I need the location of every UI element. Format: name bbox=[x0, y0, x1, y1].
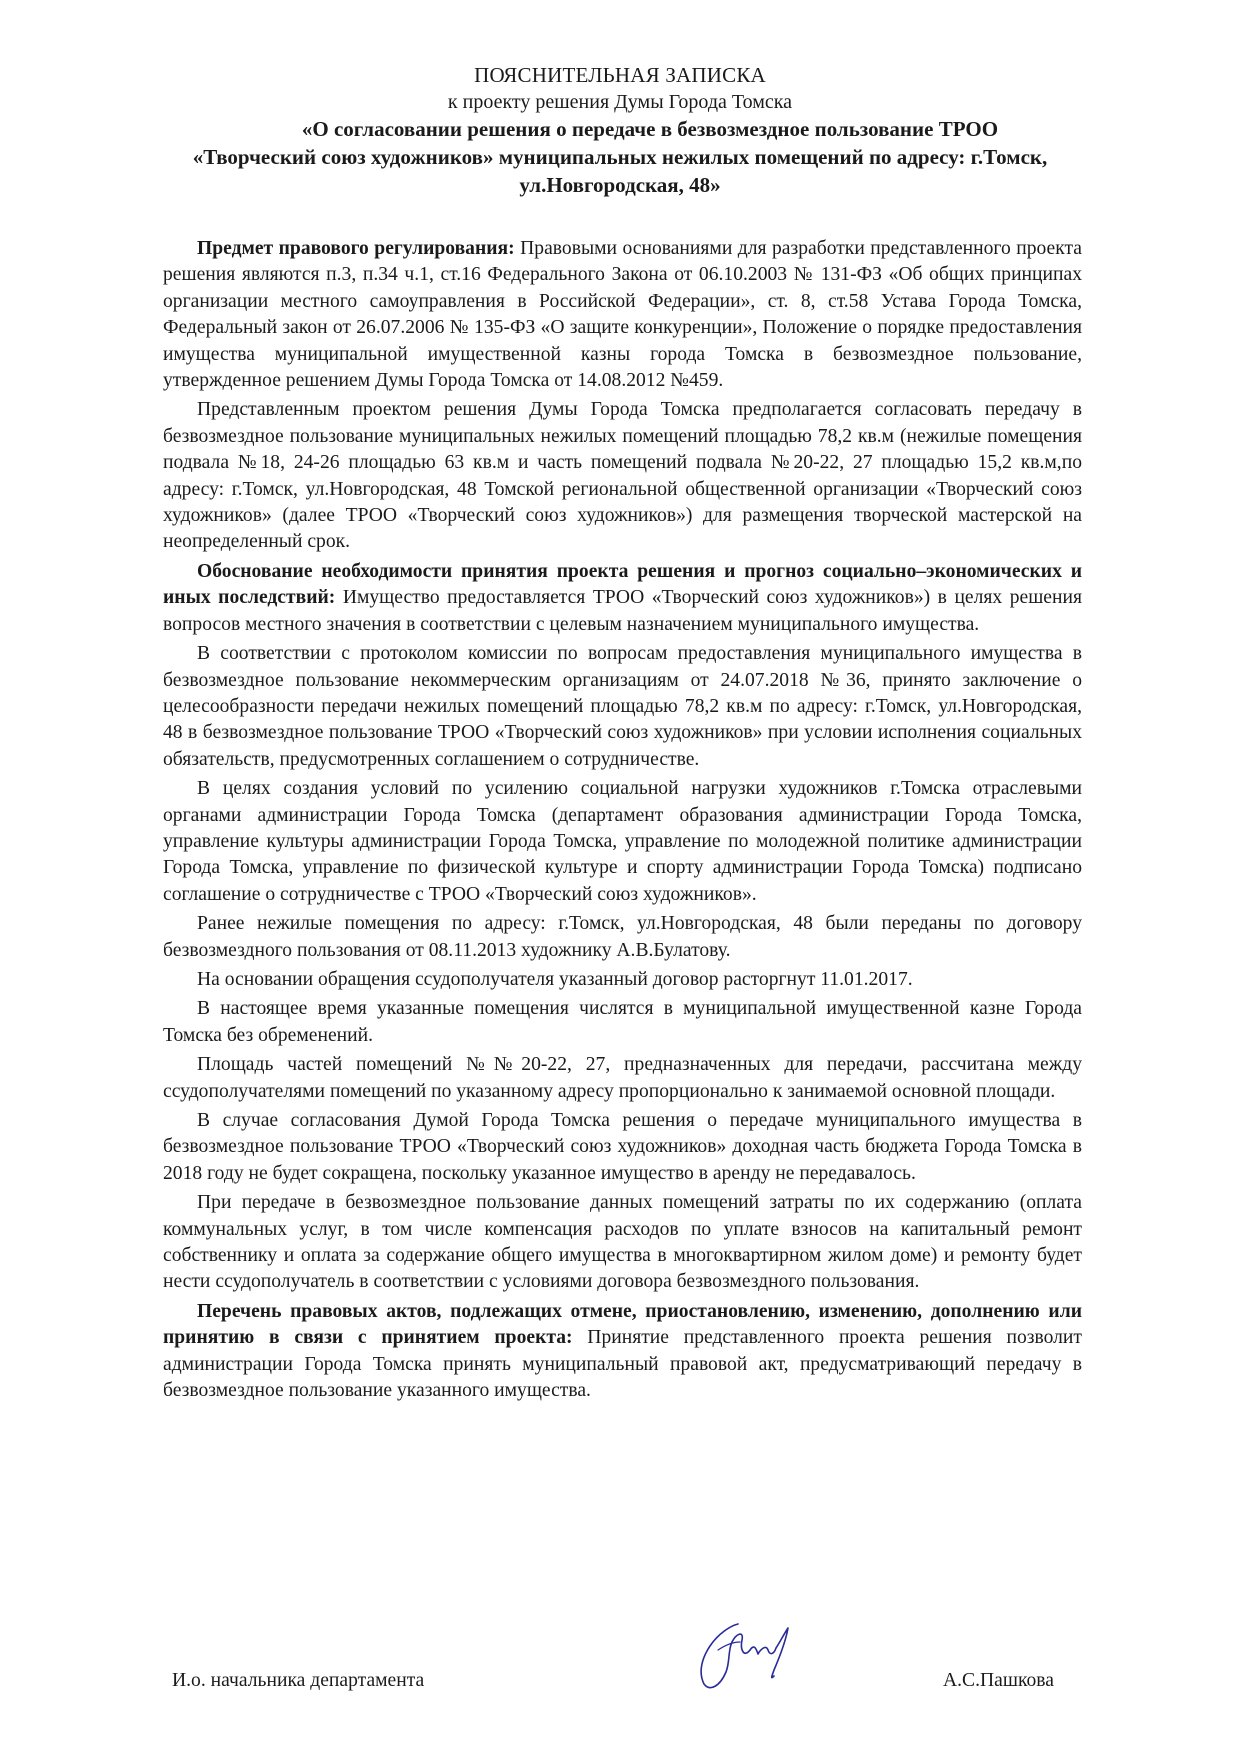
paragraph bbox=[163, 1052, 1082, 1105]
paragraph-text: В настоящее время указанные помещения числятся в муниципальной имущественной казне Города Томска без обременений. bbox=[163, 998, 1082, 1046]
paragraph-text: В целях создания условий по усилению социальной нагрузки художников г.Томска отраслевыми органами администрации Города Томска (департамент образования администрации Города Томска, управление культуры администрации Города Томска, управление по молодежной политике администрации Города Томска, управление по физической культуре и спорту администрации Города Томска) подписано соглашение о сотрудничестве с ТРОО «Творческий союз художников». bbox=[163, 778, 1082, 905]
handwritten-signature-icon bbox=[688, 1620, 818, 1692]
paragraph-text: Ранее нежилые помещения по адресу: г.Томск, ул.Новгородская, 48 были переданы по договору безвозмездного пользования от 08.11.2013 художнику А.В.Булатову. bbox=[163, 913, 1082, 961]
paragraph-text: На основании обращения ссудополучателя указанный договор расторгнут 11.01.2017. bbox=[197, 968, 913, 990]
paragraph-bold-lead: Обоснование необходимости принятия проекта решения и прогноз социально–экономических и иных последствий: bbox=[163, 560, 1082, 609]
paragraph bbox=[163, 397, 1082, 555]
paragraph bbox=[163, 776, 1082, 908]
paragraph-text: Правовыми основаниями для разработки представленного проекта решения являются п.3, п.34 ч.1, ст.16 Федерального Закона от 06.10.2003 № 131-ФЗ «Об общих принципах организации местного самоуправления в Российской Федерации», ст. 8, ст.58 Устава Города Томска, Федеральный закон от 26.07.2006 № 135-ФЗ «О защите конкуренции», Положение о порядке предоставления имущества муниципальной имущественной казны города Томска в безвозмездное пользование, утвержденное решением Думы Города Томска от 14.08.2012 №459. bbox=[163, 238, 1083, 392]
signature-block bbox=[0, 1620, 1240, 1710]
paragraph bbox=[163, 1299, 1082, 1405]
paragraph bbox=[163, 236, 1082, 394]
paragraph-text: Представленным проектом решения Думы Города Томска предполагается согласовать передачу в безвозмездное пользование муниципальных нежилых помещений площадью 78,2 кв.м (нежилые помещения подвала №18, 24-26 площадью 63 кв.м и часть помещений подвала №20-22, 27 площадью 15,2 кв.м,по адресу: г.Томск, ул.Новгородская, 48 Томской региональной общественной организации «Творческий союз художников» (далее ТРОО «Творческий союз художников») для размещения творческой мастерской на неопределенный срок. bbox=[163, 399, 1082, 553]
document-subtitle: к проекту решения Думы Города Томска bbox=[447, 91, 793, 113]
signatory-position: И.о. начальника департамента bbox=[172, 1670, 425, 1691]
paragraph-bold-lead: Перечень правовых актов, подлежащих отмене, приостановлению, изменению, дополнению или принятию в связи с принятием проекта: bbox=[163, 1300, 1082, 1349]
paragraph-text: В соответствии с протоколом комиссии по вопросам предоставления муниципального имущества в безвозмездное пользование некоммерческим организациям от 24.07.2018 №36, принято заключение о целесообразности передачи нежилых помещений площадью 78,2 кв.м по адресу: г.Томск, ул.Новгородская, 48 в безвозмездное пользование ТРОО «Творческий союз художников» при условии исполнения социальных обязательств, предусмотренных соглашением о сотрудничестве. bbox=[163, 643, 1082, 770]
paragraph-bold-lead: Предмет правового регулирования: bbox=[197, 238, 515, 259]
paragraph bbox=[163, 967, 1082, 993]
paragraph-text: Принятие представленного проекта решения позволит администрации Города Томска принять муниципальный правовой акт, предусматривающий передачу в безвозмездное пользование указанного имущества. bbox=[163, 1327, 1082, 1402]
paragraph-text: Площадь частей помещений №№20-22, 27, предназначенных для передачи, рассчитана между ссудополучателями помещений по указанному адресу пропорционально к занимаемой основной площади. bbox=[163, 1054, 1082, 1102]
title-line-3: ул.Новгородская, 48» bbox=[519, 173, 721, 197]
paragraph bbox=[163, 996, 1082, 1049]
paragraph bbox=[163, 641, 1082, 773]
document-title bbox=[150, 115, 1090, 199]
paragraph bbox=[163, 1108, 1082, 1187]
paragraph bbox=[163, 911, 1082, 964]
paragraph-text: При передаче в безвозмездное пользование данных помещений затраты по их содержанию (оплата коммунальных услуг, в том числе компенсация расходов по уплате взносов на капитальный ремонт собственнику и оплата за содержание общего имущества в многоквартирном жилом доме) и ремонту будет нести ссудополучатель в соответствии с условиями договора безвозмездного пользования. bbox=[163, 1192, 1082, 1293]
document-type-label: ПОЯСНИТЕЛЬНАЯ ЗАПИСКА bbox=[474, 63, 766, 87]
paragraph bbox=[163, 559, 1082, 638]
document-header bbox=[150, 62, 1090, 199]
document-body bbox=[163, 236, 1082, 1407]
paragraph-text: В случае согласования Думой Города Томска решения о передаче муниципального имущества в безвозмездное пользование ТРОО «Творческий союз художников» доходная часть бюджета Города Томска в 2018 году не будет сокращена, поскольку указанное имущество в аренду не передавалось. bbox=[163, 1110, 1082, 1184]
title-line-1: «О согласовании решения о передаче в безвозмездное пользование ТРОО bbox=[301, 117, 999, 141]
title-line-2: «Творческий союз художников» муниципальных нежилых помещений по адресу: г.Томск, bbox=[192, 145, 1048, 169]
paragraph-text: Имущество предоставляется ТРОО «Творческий союз художников») в целях решения вопросов местного значения в соответствии с целевым назначением муниципального имущества. bbox=[163, 587, 1082, 635]
paragraph bbox=[163, 1190, 1082, 1296]
signatory-name: А.С.Пашкова bbox=[943, 1670, 1054, 1691]
